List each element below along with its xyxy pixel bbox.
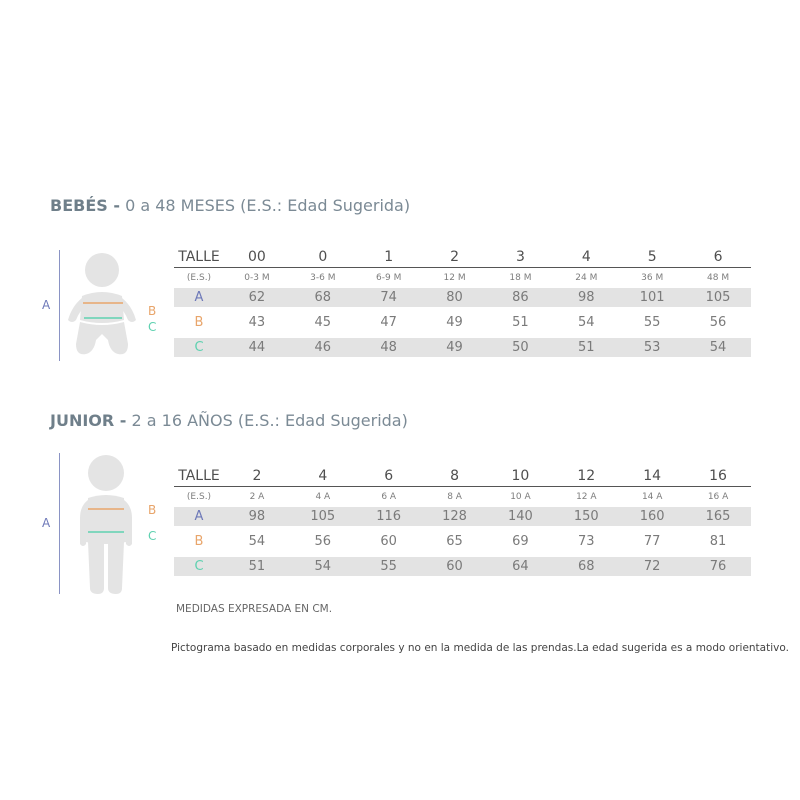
junior-cell: 72 (619, 557, 685, 576)
bebes-row-a (174, 288, 751, 307)
junior-cell: 105 (290, 507, 356, 526)
junior-size: 12 (577, 467, 596, 484)
bebes-row-label: A (174, 288, 224, 307)
bebes-size: 0 (318, 248, 328, 265)
junior-age-row (174, 487, 751, 508)
bebes-size: 5 (647, 248, 657, 265)
bebes-row-label: B (194, 315, 204, 330)
bebes-header-label: TALLE (178, 248, 220, 265)
junior-sub-label: (E.S.) (174, 487, 224, 508)
bebes-cell: 48 (356, 338, 422, 357)
bebes-cell: 62 (224, 288, 290, 307)
bebes-cell: 51 (512, 315, 529, 330)
junior-row-a (174, 507, 751, 526)
bebes-age: 24 M (553, 268, 619, 289)
junior-size: 6 (384, 467, 394, 484)
bebes-cell: 54 (685, 338, 751, 357)
bebes-cell: 56 (709, 315, 727, 330)
bebes-size: 4 (581, 248, 591, 265)
bebes-cell: 45 (314, 315, 332, 330)
bebes-size: 3 (515, 248, 525, 265)
junior-title (50, 411, 408, 430)
junior-age: 10 A (488, 487, 554, 508)
bebes-age: 12 M (422, 268, 488, 289)
junior-cell: 81 (709, 534, 727, 549)
bebes-age: 3-6 M (290, 268, 356, 289)
junior-row-label: A (174, 507, 224, 526)
bebes-cell: 43 (248, 315, 266, 330)
units-note: MEDIDAS EXPRESADA EN CM. (176, 603, 333, 615)
junior-cell: 65 (446, 534, 463, 549)
junior-cell: 140 (488, 507, 554, 526)
junior-cell: 73 (578, 534, 595, 549)
bebes-age: 6-9 M (356, 268, 422, 289)
bebes-cell: 74 (356, 288, 422, 307)
junior-cell: 160 (619, 507, 685, 526)
junior-size: 10 (511, 467, 530, 484)
junior-height-line (59, 453, 60, 594)
bebes-marker-c: C (148, 320, 157, 334)
junior-cell: 54 (248, 534, 266, 549)
bebes-marker-b: B (148, 304, 157, 318)
bebes-cell: 50 (488, 338, 554, 357)
junior-size: 16 (709, 467, 727, 484)
bebes-cell: 53 (619, 338, 685, 357)
junior-row-c (174, 557, 751, 576)
junior-row-label: C (174, 557, 224, 576)
bebes-title-rest: 0 a 48 MESES (E.S.: Edad Sugerida) (119, 196, 411, 215)
bebes-cell: 44 (224, 338, 290, 357)
bebes-height-line (59, 250, 60, 361)
junior-header-label: TALLE (178, 467, 220, 484)
junior-cell: 150 (553, 507, 619, 526)
junior-row-b (174, 532, 751, 551)
junior-age: 8 A (422, 487, 488, 508)
junior-size: 2 (252, 467, 262, 484)
bebes-age: 48 M (685, 268, 751, 289)
bebes-marker-a: A (42, 298, 51, 312)
bebes-cell: 55 (643, 315, 661, 330)
bebes-cell: 51 (553, 338, 619, 357)
bebes-age: 18 M (488, 268, 554, 289)
junior-cell: 116 (356, 507, 422, 526)
bebes-cell: 101 (619, 288, 685, 307)
bebes-cell: 80 (422, 288, 488, 307)
junior-cell: 98 (224, 507, 290, 526)
junior-age: 16 A (685, 487, 751, 508)
bebes-title-bold: BEBÉS - (50, 196, 120, 215)
junior-title-rest: 2 a 16 AÑOS (E.S.: Edad Sugerida) (126, 411, 408, 430)
bebes-cell: 49 (446, 315, 463, 330)
bebes-cell: 105 (685, 288, 751, 307)
bebes-size: 6 (713, 248, 723, 265)
bebes-cell: 49 (422, 338, 488, 357)
junior-age: 14 A (619, 487, 685, 508)
bebes-cell: 98 (553, 288, 619, 307)
bebes-cell: 46 (290, 338, 356, 357)
junior-cell: 60 (380, 534, 397, 549)
junior-marker-a: A (42, 516, 51, 530)
junior-age: 12 A (553, 487, 619, 508)
bebes-title (50, 196, 410, 215)
bebes-cell: 68 (290, 288, 356, 307)
bebes-size: 00 (248, 248, 266, 265)
bebes-age: 0-3 M (224, 268, 290, 289)
bebes-cell: 86 (488, 288, 554, 307)
junior-cell: 64 (488, 557, 554, 576)
junior-cell: 77 (643, 534, 661, 549)
child-figure-icon (78, 452, 138, 596)
bebes-cell: 47 (380, 315, 397, 330)
bebes-row-c (174, 338, 751, 357)
junior-cell: 54 (290, 557, 356, 576)
junior-marker-b: B (148, 503, 157, 517)
bebes-row-b (174, 313, 751, 332)
junior-age: 2 A (224, 487, 290, 508)
junior-cell: 51 (224, 557, 290, 576)
junior-size-table (174, 465, 751, 576)
baby-figure-icon (64, 248, 144, 362)
junior-title-bold: JUNIOR - (50, 411, 127, 430)
junior-cell: 68 (553, 557, 619, 576)
bebes-header-row (174, 246, 751, 268)
disclaimer-text: Pictograma basado en medidas corporales y no en la medida de las prendas.La edad sugerida es a modo orientativo. (171, 642, 789, 654)
bebes-sub-label: (E.S.) (174, 268, 224, 289)
junior-cell: 69 (512, 534, 529, 549)
junior-row-label: B (194, 534, 204, 549)
bebes-size: 1 (384, 248, 394, 265)
bebes-row-label: C (174, 338, 224, 357)
junior-size: 8 (450, 467, 460, 484)
bebes-cell: 54 (578, 315, 595, 330)
bebes-age-row (174, 268, 751, 289)
junior-age: 6 A (356, 487, 422, 508)
bebes-size: 2 (450, 248, 460, 265)
junior-size: 14 (643, 467, 662, 484)
junior-cell: 128 (422, 507, 488, 526)
junior-header-row (174, 465, 751, 487)
junior-cell: 56 (314, 534, 332, 549)
bebes-size-table (174, 246, 751, 357)
junior-size: 4 (318, 467, 328, 484)
junior-cell: 165 (685, 507, 751, 526)
bebes-age: 36 M (619, 268, 685, 289)
junior-cell: 60 (422, 557, 488, 576)
junior-cell: 76 (685, 557, 751, 576)
junior-marker-c: C (148, 529, 157, 543)
junior-cell: 55 (356, 557, 422, 576)
junior-age: 4 A (290, 487, 356, 508)
